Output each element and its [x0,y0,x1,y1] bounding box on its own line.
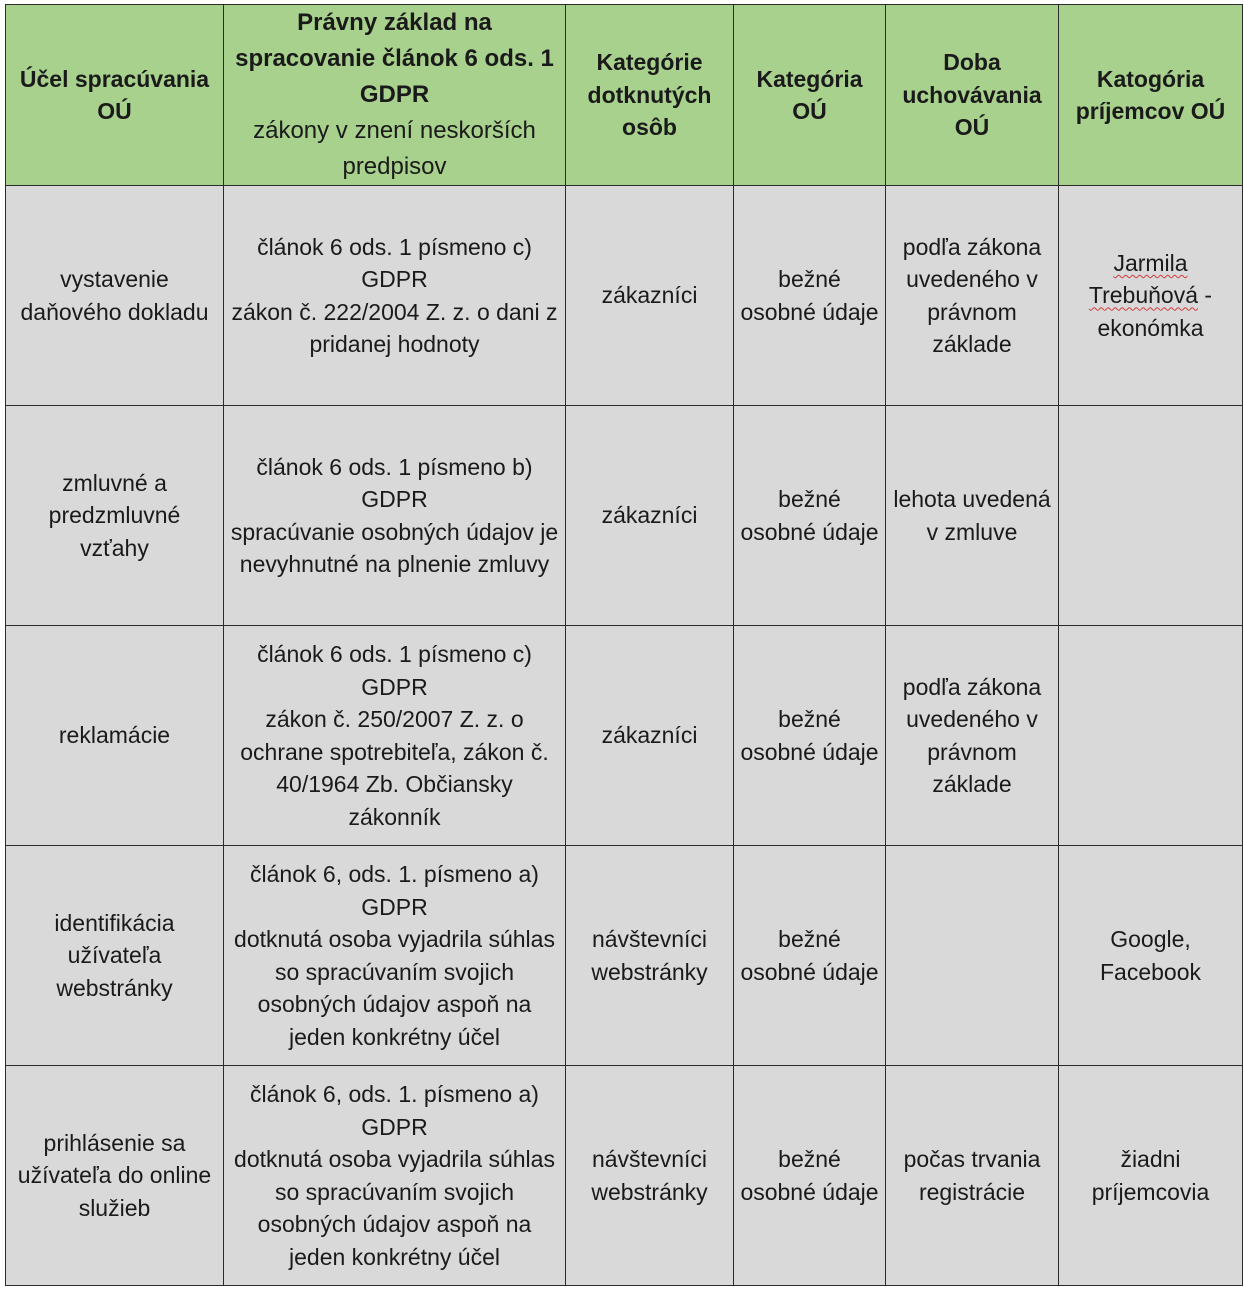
header-data-category-label: Kategória OÚ [756,65,863,124]
cell-data-subjects [566,406,734,626]
header-recipients-label: Katogória príjemcov OÚ [1075,65,1226,124]
table-row [6,1066,1243,1286]
cell-recipients [1059,1066,1243,1286]
legal-basis-article: článok 6, ods. 1. písmeno a) GDPR [250,1081,539,1140]
purpose-text: vystavenie daňového dokladu [20,266,209,325]
retention-text: podľa zákona uvedeného v právnom základe [902,233,1042,357]
purpose-text: identifikácia užívateľa webstránky [54,909,175,1001]
cell-data-subjects [566,626,734,846]
cell-legal-basis [224,626,566,846]
retention-text: lehota uvedená v zmluve [893,486,1051,545]
data-subjects-text: zákazníci [601,722,698,749]
cell-data-category [734,406,886,626]
cell-purpose [6,846,224,1066]
gdpr-processing-table [5,4,1243,1286]
cell-data-category [734,186,886,406]
cell-purpose [6,1066,224,1286]
cell-purpose [6,406,224,626]
header-data-subjects-label: Kategórie dotknutých osôb [587,49,712,141]
table-row [6,846,1243,1066]
legal-basis-detail: spracúvanie osobných údajov je nevyhnutné na plnenie zmluvy [230,518,559,577]
legal-basis-article: článok 6, ods. 1. písmeno a) GDPR [250,861,539,920]
table-row [6,406,1243,626]
cell-recipients [1059,406,1243,626]
table-row [6,186,1243,406]
data-subjects-text: zákazníci [601,502,698,529]
data-category-text: bežné osobné údaje [740,486,879,545]
data-subjects-text: zákazníci [601,282,698,309]
header-purpose [6,5,224,186]
retention-text: počas trvania registrácie [903,1146,1041,1205]
legal-basis-article: článok 6 ods. 1 písmeno b) GDPR [256,453,533,512]
header-retention [886,5,1059,186]
header-data-subjects [566,5,734,186]
table-row [6,626,1243,846]
header-legal-basis-note: zákony v znení neskorších predpisov [253,117,536,180]
cell-retention [886,626,1059,846]
cell-data-subjects [566,846,734,1066]
header-retention-label: Doba uchovávania OÚ [902,49,1042,141]
cell-legal-basis [224,186,566,406]
recipient-name: Jarmila Trebuňová [1088,249,1199,309]
cell-legal-basis [224,846,566,1066]
cell-data-subjects [566,1066,734,1286]
data-subjects-text: návštevníci webstránky [591,1146,708,1205]
cell-recipients [1059,626,1243,846]
cell-data-subjects [566,186,734,406]
cell-retention [886,186,1059,406]
cell-data-category [734,846,886,1066]
header-row [6,5,1243,186]
cell-recipients [1059,186,1243,406]
cell-retention [886,1066,1059,1286]
recipients-text: žiadni príjemcovia [1091,1146,1210,1205]
legal-basis-detail: dotknutá osoba vyjadrila súhlas so spracúvaním svojich osobných údajov aspoň na jeden konkrétny účel [234,1146,555,1270]
legal-basis-detail: zákon č. 250/2007 Z. z. o ochrane spotrebiteľa, zákon č. 40/1964 Zb. Občiansky zákonník [240,706,549,830]
purpose-text: reklamácie [58,722,171,749]
cell-data-category [734,1066,886,1286]
purpose-text: zmluvné a predzmluvné vzťahy [48,469,181,561]
header-legal-basis [224,5,566,186]
cell-purpose [6,626,224,846]
data-subjects-text: návštevníci webstránky [591,926,708,985]
legal-basis-detail: dotknutá osoba vyjadrila súhlas so spracúvaním svojich osobných údajov aspoň na jeden konkrétny účel [234,926,555,1050]
legal-basis-detail: zákon č. 222/2004 Z. z. o dani z pridanej hodnoty [231,298,558,357]
header-purpose-label: Účel spracúvania OÚ [19,65,210,124]
cell-retention [886,406,1059,626]
data-category-text: bežné osobné údaje [740,266,879,325]
retention-text: podľa zákona uvedeného v právnom základe [902,673,1042,797]
cell-data-category [734,626,886,846]
cell-recipients [1059,846,1243,1066]
legal-basis-article: článok 6 ods. 1 písmeno c) GDPR [257,233,532,292]
cell-legal-basis [224,1066,566,1286]
data-category-text: bežné osobné údaje [740,706,879,765]
header-recipients [1059,5,1243,186]
recipient-role: - ekonómka [1097,282,1213,341]
header-data-category [734,5,886,186]
legal-basis-article: článok 6 ods. 1 písmeno c) GDPR [257,641,532,700]
purpose-text: prihlásenie sa užívateľa do online služieb [17,1129,212,1221]
header-legal-basis-title: Právny základ na spracovanie článok 6 ods. 1 GDPR [235,9,554,108]
recipients-text: Google, Facebook [1099,926,1201,985]
data-category-text: bežné osobné údaje [740,1146,879,1205]
cell-retention [886,846,1059,1066]
data-category-text: bežné osobné údaje [740,926,879,985]
cell-purpose [6,186,224,406]
cell-legal-basis [224,406,566,626]
